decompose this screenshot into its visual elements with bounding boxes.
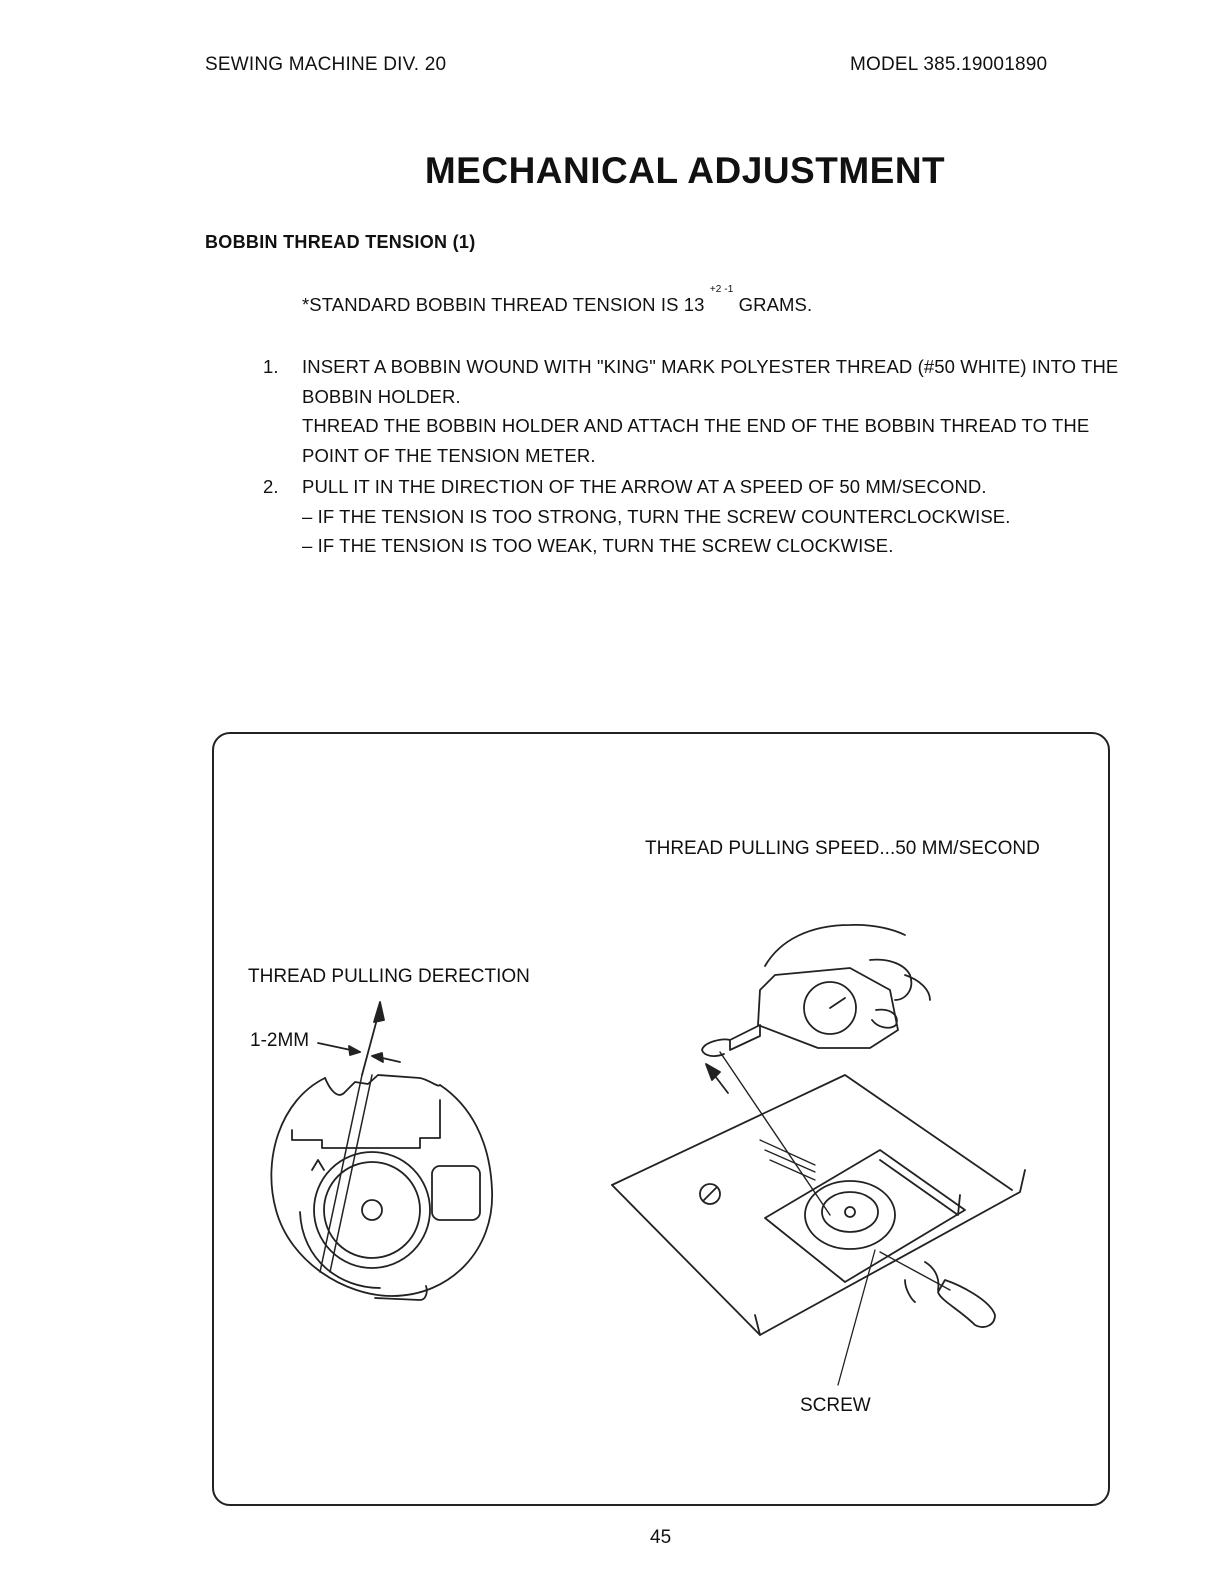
speed-label: THREAD PULLING SPEED...50 MM/SECOND [645,838,1040,859]
screw-label: SCREW [800,1395,871,1416]
header-right: MODEL 385.19001890 [850,54,1048,75]
standard-tolerance: +2 -1 [709,284,734,295]
step-line: INSERT A BOBBIN WOUND WITH "KING" MARK POLYESTER THREAD (#50 WHITE) INTO THE [302,356,1119,377]
step-line: PULL IT IN THE DIRECTION OF THE ARROW AT A SPEED OF 50 MM/SECOND. [302,476,987,497]
step-line: – IF THE TENSION IS TOO STRONG, TURN THE SCREW COUNTERCLOCKWISE. [302,505,1011,527]
page-title: MECHANICAL ADJUSTMENT [424,150,946,191]
step-line: BOBBIN HOLDER. [302,385,461,407]
direction-label: THREAD PULLING DERECTION [248,966,530,987]
step-line: POINT OF THE TENSION METER. [302,444,596,466]
step-number: 2. [263,476,279,497]
header-left: SEWING MACHINE DIV. 20 [205,54,447,75]
page-number: 45 [650,1527,672,1548]
step-line: THREAD THE BOBBIN HOLDER AND ATTACH THE END OF THE BOBBIN THREAD TO THE [302,415,1090,436]
step-line: – IF THE TENSION IS TOO WEAK, TURN THE SCREW CLOCKWISE. [302,535,894,556]
gap-label: 1-2MM [250,1030,310,1051]
section-heading: BOBBIN THREAD TENSION (1) [205,232,476,252]
standard-prefix: *STANDARD BOBBIN THREAD TENSION IS 13 [302,294,710,315]
step-number: 1. [263,356,279,377]
standard-suffix: GRAMS. [733,294,813,315]
tension-meter-drawing [612,925,1025,1385]
